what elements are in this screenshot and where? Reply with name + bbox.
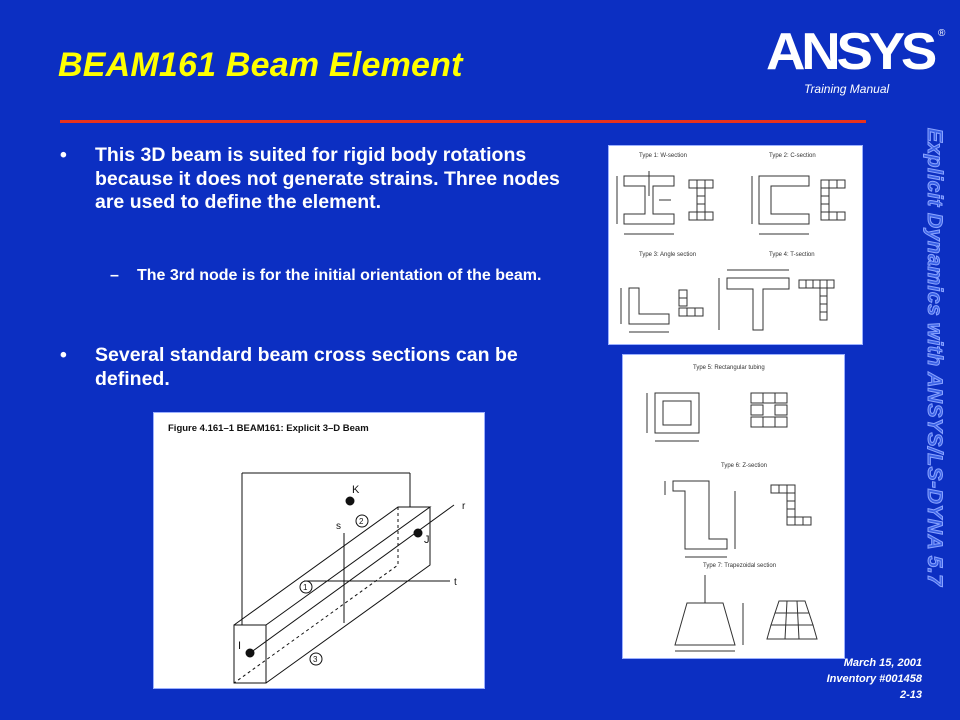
cross-sections-figure-1 [608,145,863,345]
z-section-grid [771,485,811,525]
node-j [414,529,422,537]
type2-label: Type 2: C-section [769,153,816,159]
face-1-label: 1 [303,583,308,592]
trapezoid-section-grid [767,601,817,639]
rect-tube-grid [751,393,787,427]
angle-section-shape [629,288,669,324]
beam-body [234,507,430,683]
slide-title: BEAM161 Beam Element [58,46,463,84]
c-section-shape [759,176,809,224]
cross-sections-figure-2 [622,354,845,659]
w-section-grid [689,180,713,220]
sub-bullet-text: The 3rd node is for the initial orientation of the beam. [137,267,542,284]
footer-page-number: 2-13 [899,689,922,701]
axis-t-label: t [454,577,457,588]
angle-section-grid [679,290,703,316]
bullet-2-text: Several standard beam cross sections can be defined. [95,344,518,390]
node-j-label: J [424,534,430,546]
sidebar-course-title [923,128,960,638]
type1-label: Type 1: W-section [639,153,687,159]
z-section-shape [673,481,727,549]
rect-tube-outer [655,393,699,433]
face-3-label: 3 [313,655,318,664]
t-section-grid [799,280,834,320]
sub-bullet-marker: – [110,267,119,284]
node-k-label: K [352,484,360,496]
rect-tube-inner [663,401,691,425]
type6-label: Type 6: Z-section [721,463,768,469]
c-section-grid [821,180,845,220]
footer-date: March 15, 2001 [843,657,922,669]
title-divider [60,120,866,123]
bullet-1-text: This 3D beam is suited for rigid body rotations because it does not generate strains. Three nodes are used to define the element. [95,144,560,213]
trapezoid-section-shape [675,603,735,645]
sidebar-course-text: Explicit Dynamics with ANSYS/LS-DYNA 5.7 [923,128,946,587]
beam161-figure [153,412,485,689]
t-section-shape [727,278,789,330]
node-i [246,649,254,657]
node-k [346,497,354,505]
registered-mark: ® [938,28,946,39]
type3-label: Type 3: Angle section [639,252,697,258]
type5-label: Type 5: Rectangular tubing [693,365,765,371]
axis-s-label: s [336,521,341,532]
type7-label: Type 7: Trapezoidal section [703,563,777,569]
axis-r-label: r [462,501,466,512]
figure-caption: Figure 4.161–1 BEAM161: Explicit 3–D Beam [168,423,369,434]
footer-inventory: Inventory #001458 [826,673,922,685]
bullet-marker: • [60,344,67,366]
training-manual-label: Training Manual [804,82,890,96]
bullet-marker: • [60,144,67,166]
type4-label: Type 4: T-section [769,252,815,258]
face-2-label: 2 [359,517,364,526]
ansys-logo: ANSYS [766,23,934,81]
node-i-label: I [238,640,242,652]
